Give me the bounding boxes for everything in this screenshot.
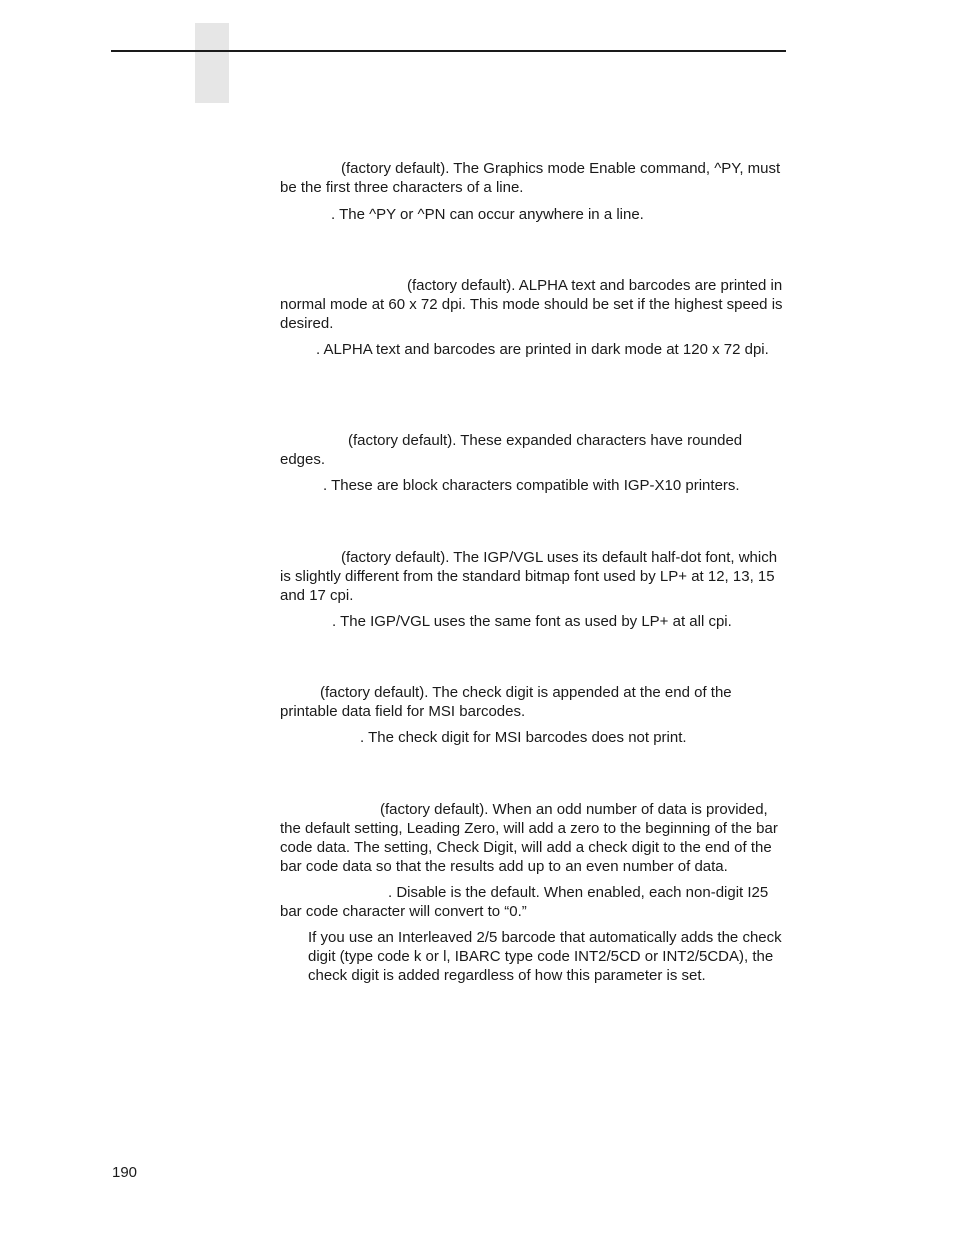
graphics-mode-anywhere-paragraph: . The ^PY or ^PN can occur anywhere in a line. (331, 206, 644, 223)
i25-non-digit-paragraph: . Disable is the default. When enabled, each non-digit I25 bar code character will convert to “0.” (280, 884, 769, 920)
header-rule (111, 50, 786, 52)
lp-font-paragraph: . The IGP/VGL uses the same font as used by LP+ at all cpi. (332, 613, 732, 630)
chapter-tab (195, 23, 229, 103)
i25-odd-data-paragraph: (factory default). When an odd number of data is provided, the default setting, Leading Zero, will add a zero to the beginning of the bar code data. The setting, Check Digit, will add a check digit to the end of the bar code data so that the results add up to an even number of data. (280, 801, 778, 875)
msi-check-digit-off-paragraph: . The check digit for MSI barcodes does not print. (360, 729, 687, 746)
msi-check-digit-on-paragraph: (factory default). The check digit is appended at the end of the printable data field for MSI barcodes. (280, 684, 732, 720)
rounded-characters-paragraph: (factory default). These expanded characters have rounded edges. (280, 432, 743, 468)
block-characters-paragraph: . These are block characters compatible with IGP-X10 printers. (323, 477, 740, 494)
graphics-mode-default-paragraph: (factory default). The Graphics mode Enable command, ^PY, must be the first three characters of a line. (280, 160, 781, 196)
page-number: 190 (112, 1164, 138, 1181)
normal-mode-paragraph: (factory default). ALPHA text and barcodes are printed in normal mode at 60 x 72 dpi. This mode should be set if the highest speed is desired. (280, 277, 783, 332)
dark-mode-paragraph: . ALPHA text and barcodes are printed in dark mode at 120 x 72 dpi. (316, 341, 769, 358)
note-paragraph: If you use an Interleaved 2/5 barcode that automatically adds the check digit (type code k or l, IBARC type code INT2/5CD or INT2/5CDA), the check digit is added regardless of how this parameter is set. (308, 929, 782, 984)
half-dot-font-paragraph: (factory default). The IGP/VGL uses its default half-dot font, which is slightly different from the standard bitmap font used by LP+ at 12, 13, 15 and 17 cpi. (280, 549, 778, 604)
